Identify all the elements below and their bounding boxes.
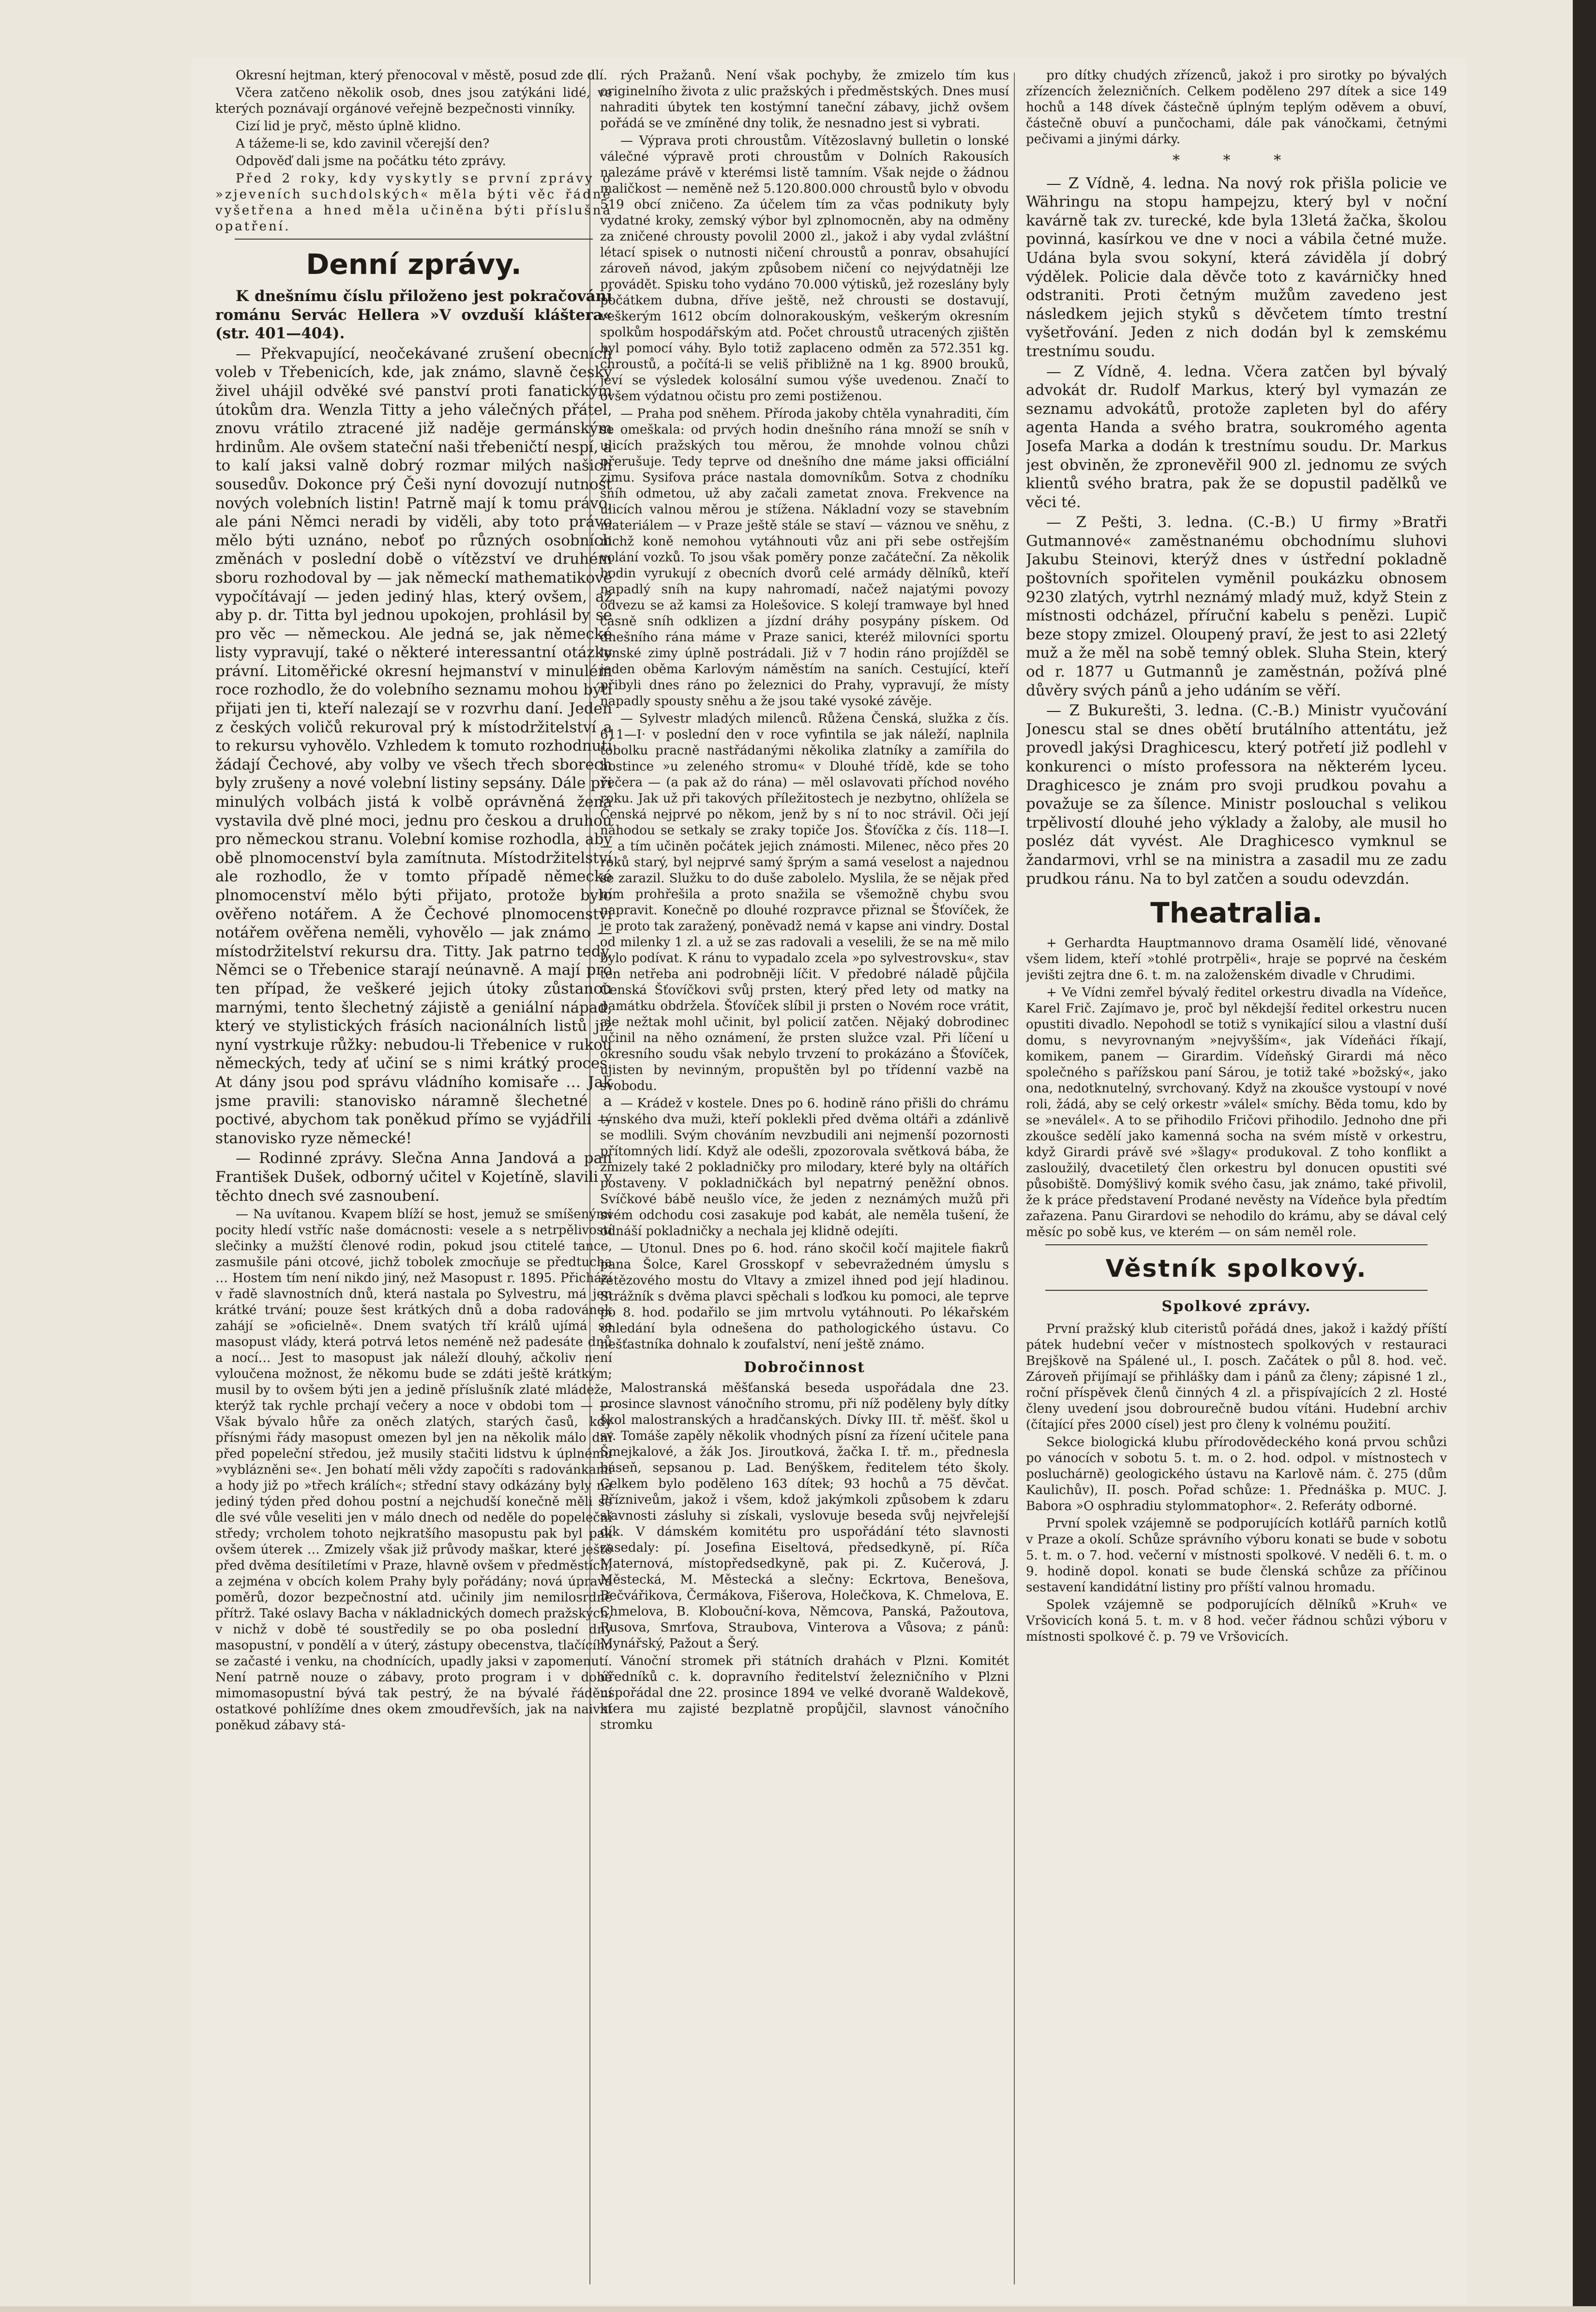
article-paragraph: První spolek vzájemně se podporujících kotlářů parních kotlů v Praze a okolí. Schůze správního výboru konati se bude v sobotu 5. t. m. o 7. hod. večerní v místnosti spolkové. V neděli 6. t. m. o 9. hodině dopol. konati se bude členská schůze za příčinou sestavení kandidátní listiny pro příští valnou hromadu.: [1026, 1516, 1447, 1595]
intro-paragraph: Odpověď dali jsme na počátku této zprávy.: [236, 154, 506, 168]
section-title-theatralia: Theatralia.: [1150, 896, 1323, 930]
article-paragraph: — Praha pod sněhem. Příroda jakoby chtěla vynahraditi, čím se omeškala: od prvých hodin dnešního rána množí se sníh v ulicích pražských tou měrou, že mnohde volnou chůzi přerušuje. Tedy teprve od dnešního dne máme jaksi officiální zimu. Sysifova práce nastala domovníkům. Sotva z chodníku sníh odmetou, už aby začali zametat znova. Frekvence na ulicích valnou měrou je stížena. Nákladní vozy se stavebním materiálem — v Praze ještě stále se staví — váznou ve sněhu, z nichž koně nemohou vytáhnouti vůz ani při sebe ostřejším volání vozků. To jsou však poměry ponze začáteční. Za několik hodin vyrukují z obecních dvorů celé armády dělníků, kteří napadlý sníh na kupy nahromadí, načež najatými povozy odvezu se až kamsi za Holešovice. S kolejí tramwaye byl hned časně sníh odklizen a jízdní dráhy posypány pískem. Od dnešního rána máme v Praze sanici, kteréž milovníci sportu lonské zimy úplně postrádali. Již v 7 hodin ráno projížděl se jeden oběma Karlovým náměstím na saních. Cestující, kteří přibyli dnes ráno po železnici do Prahy, vypravují, že místy napadly spousty sněhu a že jsou také vysoké závěje.: [600, 407, 1009, 709]
feuilleton-notice: K dnešnímu číslu přiloženo jest pokračování románu Servác Hellera »V ovzduší kláštera« (str. 401—404).: [215, 287, 612, 343]
article-paragraph: — Sylvestr mladých milenců. Růžena Čenská, služka z čís. 611—I· v poslední den v roce vyfintila se jak náleží, naplnila tobolku pracně nastřádanými několika zlatníky a zamířila do hostince »u zeleného stromu« v Dlouhé třídě, kde se toho večera — (a pak až do rána) — měl oslavovati příchod nového roku. Jak už při takových příležitostech je nezbytno, ohlížela se Čenská nejprvé po někom, jenž by s ní to noc strávil. Oči její náhodou se setkaly se zraky topiče Jos. Šťovíčka z čís. 118—I. — a tím učiněn počátek jejich známosti. Milenec, něco přes 20 roků starý, byl nejprvé samý šprým a samá veselost a najednou se zarazil. Služku to do duše zabolelo. Myslila, že se nějak před ním prohřešila a proto snažila se všemožně chybu svou napravit. Konečně po dlouhé rozpravce přiznal se Šťovíček, že je proto tak zaražený, poněvadž nemá v kapse ani vindry. Dostal od milenky 1 zl. a už se zas radovali a veselili, že se na mě milo bylo podívat. K ránu to vypadalo zcela »po sylvestrovsku«, stav ten netřeba ani podrobněji líčit. V předobré náladě půjčila Čenská Šťovíčkovi svůj prsten, který před lety od matky na památku obdržela. Šťovíček slíbil ji prsten o Novém roce vrátit, ale nežtak mohl učinit, byl policií zatčen. Nějaký dobrodinec učinil na něho oznámení, že prsten služce vzal. Při líčení u okresního soudu však nebylo trvzení to prokázáno a Šťovíček, ujisten by nevinným, propuštěn byl po třídenní vazbě na svobodu.: [600, 711, 1009, 1093]
column-left: [215, 68, 612, 2294]
article-paragraph: — Z Vídně, 4. ledna. Na nový rok přišla policie ve Währingu na stopu hampejzu, který byl v noční kavárně tak zv. turecké, kde byla 13letá žačka, školou povinná, kasírkou ve dne v noci a vábila četné muže. Udána byla svou sokyní, která záviděla jí dobrý výdělek. Policie dala děvče toto z kavárničky hned odstraniti. Proti četným mužům zavedeno jest následkem jejich styků s děvčetem tímto trestní vyšetřování. Jeden z nich dodán byl k zemskému trestnímu soudu.: [1026, 174, 1447, 360]
newspaper-page: [191, 58, 1466, 2304]
intro-paragraph: Včera zatčeno několik osob, dnes jsou zatýkáni lidé, ve kterých poznávají orgánové veřejně bezpečnosti vinníky.: [215, 86, 612, 116]
intro-paragraph: Okresní hejtman, který přenocoval v městě, posud zde dlí.: [236, 68, 607, 83]
article-paragraph: — Výprava proti chroustům. Vítězoslavný bulletin o lonské válečné výpravě proti chroustům v Dolních Rakousích nalezáme právě v kterémsi listě tamním. Však nejde o žádnou maličkost — neměně než 5.120.800.000 chroustů bylo v obvodu 519 obcí zničeno. Za účelem tím za včas podnikuty byly vydatné kroky, zemský výbor byl zplnomocněn, aby na odměny za zničené chrousty povolil 2000 zl., jakož i aby vydal zvláštní létací spisek o nutnosti ničení chroustů a ponrav, obsahující zároveň návod, jakým způsobem ničení co nejvýdatněji lze provádět. Spisku toho vydáno 70.000 výtisků, jež rozeslány byly počátkem dubna, dříve ještě, než chrousti se dostavují, veškerým 1612 obcím dolnorakouským, veškerým okresním spolkům hospodářským atd. Počet chroustů utracených zjištěn byl pomocí váhy. Bylo totiž zaplaceno odměn za 572.351 kg. chroustů, a počítá-li se veliš přibližně na 1 kg. 8900 brouků, jeví se výsledek kolosální sumou výše uvedenou. Značí to ovšem výdatnou očistu pro zemi postiženou.: [600, 134, 1009, 404]
article-paragraph: Vánoční stromek při státních drahách v Plzni. Komitét úředníků c. k. dopravního ředitelství železničního v Plzni uspořádal dne 22. prosince 1894 ve velké dvoraně Waldekově, ktera mu zajisté bezplatně propůjčil, slavnost vánočního stromku: [600, 1654, 1009, 1732]
intro-paragraph: A tážeme-li se, kdo zavinil včerejší den?: [236, 136, 490, 151]
section-divider: [1045, 1244, 1428, 1245]
page-bottom-edge: [0, 2306, 1596, 2312]
article-paragraph: Spolek vzájemně se podporujících dělníků »Kruh« ve Vršovicích koná 5. t. m. v 8 hod. večer řádnou schůzi výboru v místnosti spolkové č. p. 79 ve Vršovicích.: [1026, 1597, 1447, 1644]
article-paragraph: Sekce biologická klubu přírodovědeckého koná prvou schůzi po vánocích v sobotu 5. t. m. o 2. hod. odpol. v místnostech v posluchárně) geologického ústavu na Karlově nám. č. 275 (dům Kaulichův), II. posch. Pořad schůze: 1. Přednáška p. MUC. J. Babora »O osphradiu stylommatophor«. 2. Referáty odborné.: [1026, 1435, 1447, 1513]
intro-block: [215, 68, 612, 235]
article-paragraph: — Z Vídně, 4. ledna. Včera zatčen byl bývalý advokát dr. Rudolf Markus, který byl vymazán ze seznamu advokátů, protože zapleten byl do aféry agenta Handa a svého bratra, soukromého agenta Josefa Marka a dodán k trestnímu soudu. Dr. Markus jest obviněn, že zpronevěřil 900 zl. jednomu ze svých klientů svého bratra, pak že se dopustil padělků ve věci té.: [1026, 363, 1447, 511]
article-paragraph: — Krádež v kostele. Dnes po 6. hodině ráno přišli do chrámu týnského dva muži, kteří poklekli před dvěma oltáři a zdánlivě se modlili. Svým chováním nevzbudili ani nejmenší pozornosti přítomných lidí. Když ale odešli, zpozorovala světková bába, že zmizely také 2 pokladničky pro milodary, které byly na oltářích postaveny. V pokladničkách byl nepatrný peněžní obnos. Svíčkové bábě neušlo více, že jeden z neznámých mužů při svém odchodu cosi zasakuje pod kabát, ale neměla tušení, že odnáší pokladničky a nechala jej klidně odejíti.: [600, 1096, 1009, 1239]
article-paragraph: + Gerhardta Hauptmannovo drama Osamělí lidé, věnované všem lidem, kteří »tohlé protrpěli«, hraje se poprvé na českém jevišti zejtra dne 6. t. m. na založenském divadle v Chrudimi.: [1026, 936, 1447, 983]
intro-paragraph: Cizí lid je pryč, město úplně klidno.: [236, 119, 461, 134]
column-rule: [1014, 73, 1015, 2284]
article-paragraph: — Překvapující, neočekávané zrušení obecních voleb v Třebenicích, kde, jak známo, slavně český živel uhájil odvěké své panství proti fanatickým útokům dra. Wenzla Titty a jeho válečných přátel, znovu vrátilo ztracené již naděje germánským hrdinům. Ale ovšem stateční naši třebeničtí nespí, a to kalí jaksi valně dobrý rozmar milých našich sousedův. Dokonce prý Češi nyní dovozují nutnost nových volebních listin! Patrně mají k tomu právo, ale páni Němci neradi by viděli, aby toto právo mělo býti uznáno, neboť po různých osobních změnách v poslední době o vítězství ve druhém sboru rozhodoval by — jak německí mathematikové vypočítávají — jeden jediný hlas, který ovšem, až aby p. dr. Titta byl jednou upokojen, prohlásil by se pro věc — německou. Ale jedná se, jak německé listy vypravují, také o některé interessantní otázky právní. Litoměřické okresní hejmanství v minulém roce rozhodlo, že do volebního seznamu mohou býti přijati jen ti, kteří nalezají se v rozvrhu daní. Jeden z českých voličů rekuroval prý k místodržitelství a to rekursu vyhovělo. Vzhledem k tomuto rozhodnutí žádají Čechové, aby volby ve všech třech sborech byly zrušeny a nové volební listiny sepsány. Dále při minulých volbách jistá k volbě oprávněná žena vystavila dvě plné moci, jednu pro českou a druhou pro německou stranu. Volební komise rozhodla, aby obě plnomocenství byla zamítnuta. Místodržitelství ale rozhodlo, že v tomto případě německé plnomocenství mělo býti přijato, protože bylo ověřeno notářem. A že Čechové plnomocenství notářem ověřena neměli, vyhovělo — jak známo — místodržitelství rekursu dra. Titty. Jak patrno tedy, Němci se o Třebenice starají neúnavně. A mají pro ten případ, že veškeré jejich útoky zůstanou marnými, tento šlechetný zájistě a geniální nápad, který ve stylistických frásích nacionálních listů již nyní vystrkuje růžky: nebudou-li Třebenice v rukou německých, tedy ať učiní se s nimi krátký proces. At dány jsou pod správu vládního komisaře … Jak jsme pravili: stanovisko náramně šlechetné a poctivé, abychom tak poněkud přímo se vyjádřili — stanovisko ryze německé!: [215, 345, 612, 1147]
section-divider: [235, 239, 593, 240]
article-paragraph: rých Pražanů. Není však pochyby, že zmizelo tím kus originelního života z ulic pražských i předměstských. Dnes musí nahraditi úbytek ten kostýmní taneční zábavy, jichž ovšem pořádá se ve zmíněné dny tolik, že nesnadno jest si vybrati.: [600, 68, 1009, 131]
article-paragraph: — Na uvítanou. Kvapem blíží se host, jemuž se smíšenými pocity hledí vstříc naše domácnosti: vesele a s netrpělivostí slečinky a mužští členové rodin, pokud jsou ctitelé tance, zasmušile páni otcové, jichž tobolek zmocňuje se předtucha … Hostem tím není nikdo jiný, než Masopust r. 1895. Přichází v řadě slavnostních dnů, která nastala po Sylvestru, má jen krátké trvání; pouze šest krátkých dnů a doba radovánek zahájí se »oficielně«. Dnem svatých tří králů ujímá se masopust vlády, která potrvá letos neméně než padesáte dnů a nocí… Jest to masopust jak náleží dlouhý, ačkoliv není vyloučena možnost, že někomu bude se zdáti ještě krátkým; musil by to ovšem býti jen a jedině příslušník zlaté mládeže, kterýž tak rychle prchají večery a noce v obdobi tom — — Však bývalo hůře za oněch zlatých, starých časů, kdy přísnými řády masopust omezen byl jen na několik málo dní před popeleční středou, jež musily stačiti lidstvu k úplnému »vyblázněni se«. Jen bohatí měli vždy započíti s radovánkami a hody již po »třech králích«; střední stavy odkázány byly na jediný týden před dohou postní a nejchudší konečně měli se dle své vůle veseliti jen v málo dnech od neděle do popeleční středy; vrcholem tohoto nejkratšího masopustu pak byl pak ovšem úterek … Zmizely však již průvody maškar, které ještě před dvěma desítiletími v Praze, hlavně ovšem v předměstích, a zejména v obcích kolem Prahy byly pořádány; nová úprava poměrů, dozor bezpečnostní atd. učinily jim nemilosrdně přítrž. Také oslavy Bacha v nákladnických domech pražských, v nichž v době té soustředily se po oba poslední dny masopustní, v pondělí a v úterý, zástupy obecenstva, tlačícího se začasté i venku, na chodnících, upadly jaksi v zapomenutí. Není patrně nouze o zábavy, proto program i v době mimomasopustní bývá tak pestrý, že na bývalé řádění ostatkové pohlížíme dnes okem zmoudřevších, jak na naivní poněkud zábavy stá-: [215, 1207, 612, 1733]
section-title-dobrocinnost: Dobročinnost: [744, 1359, 865, 1376]
article-paragraph: První pražský klub citeristů pořádá dnes, jakož i každý příští pátek hudební večer v místnostech spolkových v restauraci Brejškově na Spálené ul., I. posch. Začátek o půl 8. hod. več. Zároveň přijímají se přihlášky dam i pánů za členy; zápisné 1 zl., roční příspěvek členů činných 4 zl. a přispívajících 2 zl. Hosté členy uvedení jsou dobrourečně budou vítáni. Hudební archiv (čítající přes 2000 císel) jest pro členy k volnému použití.: [1026, 1321, 1447, 1432]
page-binding-edge: [1573, 0, 1596, 2312]
section-divider: [1045, 1290, 1428, 1291]
section-title-spolkove-zpravy: Spolkové zprávy.: [1161, 1298, 1311, 1315]
column-right: [1026, 68, 1447, 2294]
article-paragraph: — Z Pešti, 3. ledna. (C.-B.) U firmy »Bratři Gutmannové« zaměstnanému obchodnímu sluhovi Jakubu Steinovi, kterýž dnes v ústřední pokladně poštovních spořitelen vyměnil poukázku obnosem 9230 zlatých, vytrhl neznámý mladý muž, když Stein z místnosti odcházel, příruční kabelu s penězi. Lupič beze stopy zmizel. Oloupený praví, že jest to asi 22letý muž a že měl na sobě temný oblek. Sluha Stein, který od r. 1877 u Gutmannů je zaměstnán, požívá plné důvěry svých pánů a jeho udáním se věří.: [1026, 514, 1447, 699]
separator-stars: * * *: [1172, 152, 1301, 169]
section-title-vestnik-spolkovy: Věstník spolkový.: [1105, 1254, 1368, 1283]
column-middle: [600, 68, 1009, 2294]
article-paragraph: + Ve Vídni zemřel bývalý ředitel orkestru divadla na Vídeňce, Karel Frič. Zajímavo je, proč byl někdejší ředitel orkestru nucen opustiti divadlo. Nepohodl se totiž s vynikající silou a vlastní duší domu, s nevyrovnaným »nejvyšším«, jak Vídeňáci říkají, komikem, panem — Girardim. Vídeňský Girardi má něco společného s pařížskou paní Sárou, je totiž také »božský«, jako ona, nedotknutelný, svrchovaný. Když na zkoušce vystoupí v nové roli, žádá, aby se celý orkestr »válel« smíchy. Běda tomu, kdo by se »neválel«. A to se přihodilo Fričovi přihodilo. Jednoho dne při zkoušce sedělí jako kamenná socha na svém místě v orkestru, když Girardi právě své »šlagy« produkoval. Z toho konflikt a zasloužilý, dvacetiletý člen orkestru byl donucen opustiti své působiště. Domýšlivý komik svého času, jak známo, také přivolil, že k práce představení Prodané nevěsty na Vídeňce byla předtím zařazena. Panu Girardovi se nehodilo do krámu, aby se dával celý měsíc po sobě kus, ve kterém — on sám neměl role.: [1026, 985, 1447, 1240]
intro-paragraph: Před 2 roky, kdy vyskytly se první zprávy o »zjeveních suchdolských« měla býti věc řádně vyšetřena a hned měla učiněna býti příslušná opatření.: [215, 171, 612, 234]
article-paragraph: — Z Bukurešti, 3. ledna. (C.-B.) Ministr vyučování Jonescu stal se dnes obětí brutálního attentátu, jež provedl jakýsi Draghicescu, který potřetí již podlehl v konkurenci o místo professora na některém lyceu. Draghicesco je znám pro svoji prudkou povahu a považuje se za šílence. Ministr poslouchal s velikou trpělivostí dlouhé jeho výklady a žaloby, ale musil ho posléz dát vyvést. Ale Draghicesco vymknul se žandarmovi, vrhl se na ministra a zasadil mu ze zadu prudkou ránu. Na to byl zatčen a soudu odevzdán.: [1026, 702, 1447, 888]
article-paragraph: pro dítky chudých zřízenců, jakož i pro sirotky po bývalých zřízencích železničních. Celkem poděleno 297 dítek a sice 149 hochů a 148 dívek částečně úplným teplým oděvem a obuví, částečně obuví a punčochami, dále pak vánočkami, četnými pečivami a jinými dárky.: [1026, 68, 1447, 147]
article-paragraph: — Rodinné zprávy. Slečna Anna Jandová a pan František Dušek, odborný učitel v Kojetíně, slavili v těchto dnech své zasnoubení.: [215, 1149, 612, 1205]
article-paragraph: — Utonul. Dnes po 6. hod. ráno skočil kočí majitele fiakrů pana Šolce, Karel Grosskopf v sebevražedném úmyslu s řetězového mostu do Vltavy a zmizel ihned pod její hladinou. Strážník s dvěma plavci spěchali s loďkou ku pomoci, ale teprve po 8. hod. podařilo se jim mrtvolu vytáhnouti. Po lékařském ohledání byla odnešena do pathologického ústavu. Co nešťastníka dohnalo k zoufalství, není ještě známo.: [600, 1241, 1009, 1352]
article-paragraph: Malostranská měšťanská beseda uspořádala dne 23. prosince slavnost vánočního stromu, při níž poděleny byly dítky škol malostranských a hradčanských. Dívky III. tř. měšť. škol u sv. Tomáše zapěly několik vhodných písní za řízení učitele pana Šmejkalové, a žák Jos. Jiroutková, žačka I. tř. m., přednesla báseň, sepsanou p. Lad. Benýškem, ředitelem této školy. Celkem bylo poděleno 163 dítek; 93 hochů a 75 děvčat. Přízniveům, jakož i všem, kdož jakýmkoli způsobem k zdaru slavnosti zásluhy si získali, vyslovuje beseda svůj nejvřelejší dík. V dámském komitétu pro uspořádání této slavnosti zasedaly: pí. Josefina Eiseltová, předsedkyně, pí. Ríča Maternová, místopředsedkyně, pak pi. Z. Kučerová, J. Městecká, M. Městecká a slečny: Eckrtova, Benešova, Bečvářikova, Čermákova, Fišerova, Holečkova, K. Chmelova, E. Chmelova, B. Klobouční-kova, Němcova, Panská, Pažoutova, Rusova, Smrťova, Straubova, Vinterova a Vůsova; z pánů: Mynářský, Pažout a Šerý.: [600, 1381, 1009, 1651]
section-title-denni-zpravy: Denní zprávy.: [306, 248, 522, 281]
